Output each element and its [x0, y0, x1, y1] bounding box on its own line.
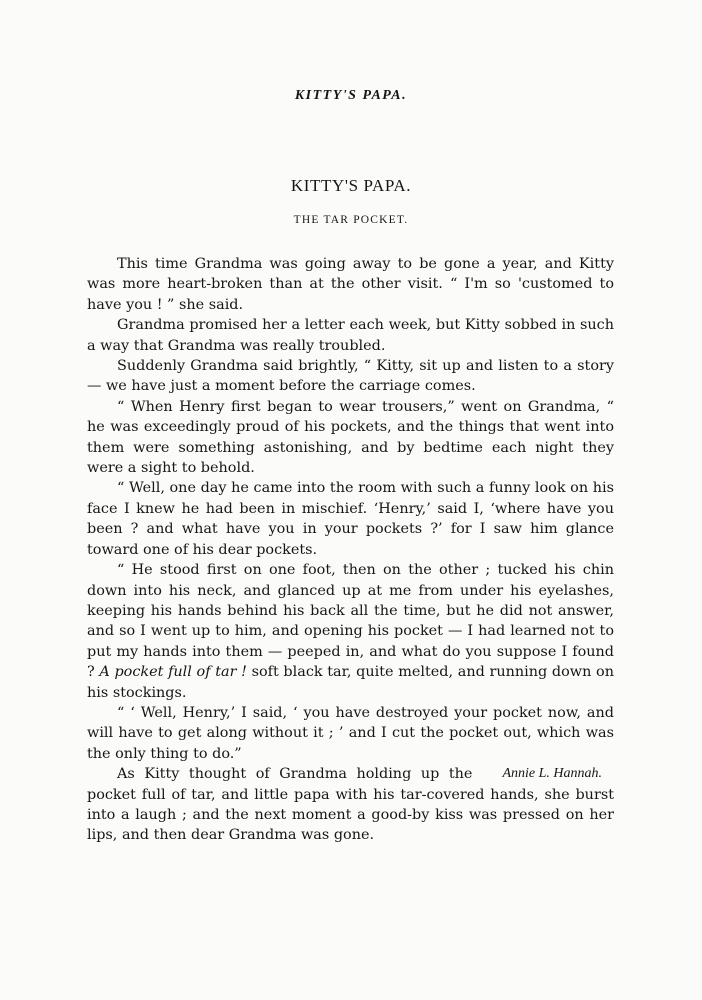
paragraph-6 — [87, 560, 614, 703]
paragraph-6-emphasis: A pocket full of tar ! — [99, 664, 247, 681]
paragraph-4: “ When Henry first began to wear trousers,” went on Grandma, “ he was exceedingly proud of his pockets, and the things that went into them were something astonishing, and by bedtime each night they were a sight to behold. — [87, 398, 614, 477]
paragraph-8 — [87, 764, 614, 846]
author-signature: Annie L. Hannah. — [502, 766, 602, 782]
paragraph-6-after: soft black tar, quite melted, and running down on his stockings. — [87, 664, 614, 701]
story-title: KITTY'S PAPA. — [290, 176, 412, 195]
paragraph-5: “ Well, one day he came into the room with such a funny look on his face I knew he had been in mischief. ‘Henry,’ said I, ‘where have you been ? and what have you in your pockets ?’ for I saw him glance toward one of his dear pockets. — [87, 480, 614, 558]
story-subtitle: THE TAR POCKET. — [293, 214, 409, 226]
paragraph-8-text: As Kitty thought of Grandma holding up the pocket full of tar, and little papa with his tar-covered hands, she burst into a laugh ; and the next moment a good-by kiss was pressed on her lips, and then dear Grandma was gone. — [87, 766, 614, 844]
paragraph-6-before: “ He stood first on one foot, then on the other ; tucked his chin down into his neck, and glanced up at me from under his eyelashes, keeping his hands behind his back all the time, but he did not answer, and so I went up to him, and opening his pocket — I had learned not to put my hands into them — peeped in, and what do you suppose I found ? — [87, 562, 614, 681]
paragraph-1: This time Grandma was going away to be gone a year, and Kitty was more heart-broken than at the other visit. “ I'm so 'customed to have you ! ” she said. — [87, 256, 614, 313]
paragraph-7: “ ‘ Well, Henry,’ I said, ‘ you have destroyed your pocket now, and will have to get along without it ; ’ and I cut the pocket out, which was the only thing to do.” — [87, 704, 614, 762]
running-head: KITTY'S PAPA. — [294, 88, 408, 103]
paragraph-3: Suddenly Grandma said brightly, “ Kitty, sit up and listen to a story — we have just a moment before the carriage comes. — [87, 358, 614, 395]
story-body — [87, 254, 614, 846]
paragraph-2: Grandma promised her a letter each week, but Kitty sobbed in such a way that Grandma was really troubled. — [87, 317, 614, 354]
